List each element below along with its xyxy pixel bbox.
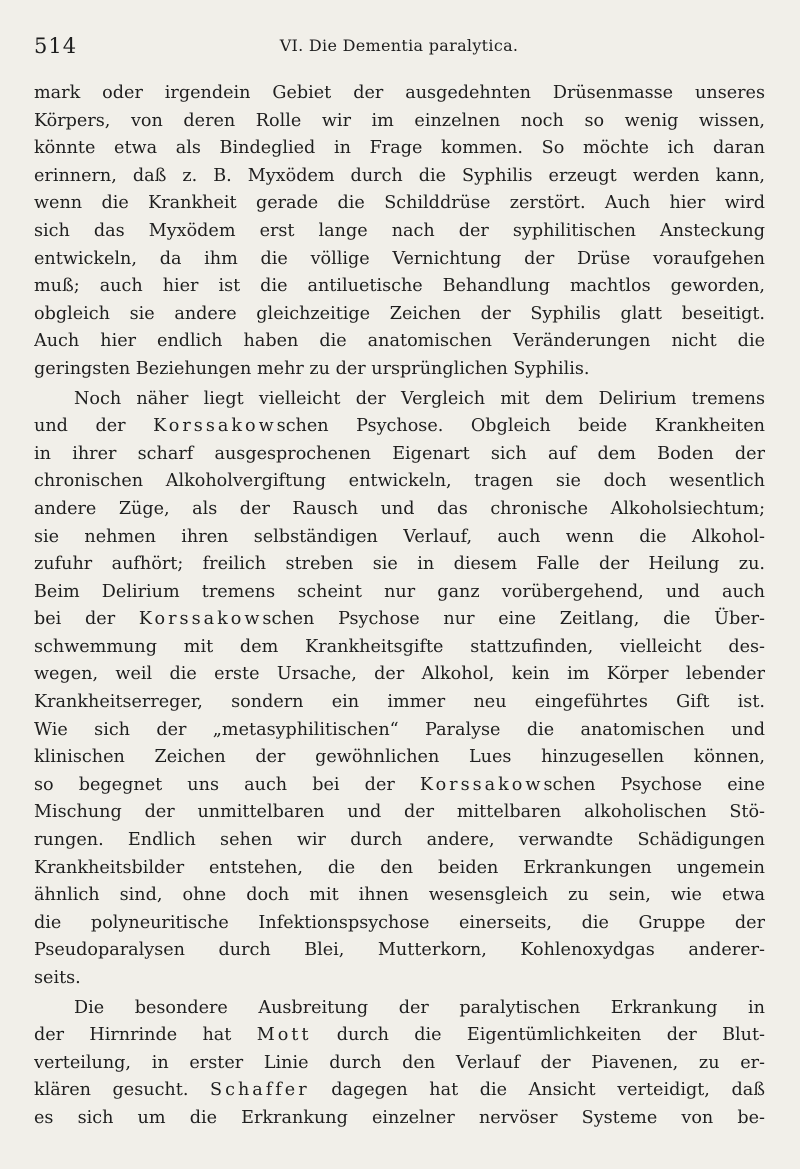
text-segment: bei der xyxy=(34,609,139,630)
text-line: Die besondere Ausbreitung der paralytischen Erkrankung in xyxy=(74,997,765,1018)
text-line: klinischen Zeichen der gewöhnlichen Lues hinzugesellen können, xyxy=(34,747,765,768)
text-segment: so begegnet uns auch bei der xyxy=(34,774,420,795)
body-text xyxy=(34,80,765,1133)
text-line: Krankheitserreger, sondern ein immer neu eingeführtes Gift ist. xyxy=(34,692,765,713)
text-line xyxy=(34,772,765,800)
text-line: sich das Myxödem erst lange nach der syphilitischen Ansteckung xyxy=(34,220,765,241)
text-line: zufuhr aufhört; freilich streben sie in diesem Falle der Heilung zu. xyxy=(34,554,765,575)
text-line xyxy=(34,1077,765,1105)
text-segment: durch die Eigentümlichkeiten der Blut- xyxy=(311,1025,765,1046)
text-segment: der Hirnrinde hat xyxy=(34,1025,257,1046)
text-line: chronischen Alkoholvergiftung entwickeln, tragen sie doch wesentlich xyxy=(34,471,765,492)
text-line xyxy=(34,606,765,634)
text-line: Auch hier endlich haben die anatomischen Veränderungen nicht die xyxy=(34,331,765,352)
author-name: Korssakow xyxy=(138,609,263,630)
text-line: Pseudoparalysen durch Blei, Mutterkorn, Kohlenoxydgas anderer- xyxy=(34,940,765,961)
text-line: ähnlich sind, ohne doch mit ihnen wesensgleich zu sein, wie etwa xyxy=(34,885,765,906)
text-line: geringsten Beziehungen mehr zu der ursprünglichen Syphilis. xyxy=(34,358,590,379)
text-line: Mischung der unmittelbaren und der mittelbaren alkoholischen Stö- xyxy=(34,802,765,823)
text-line: sie nehmen ihren selbständigen Verlauf, auch wenn die Alkohol- xyxy=(34,526,765,547)
text-segment: schen Psychose eine xyxy=(543,774,765,795)
text-segment: dagegen hat die Ansicht verteidigt, daß xyxy=(309,1080,765,1101)
text-line: muß; auch hier ist die antiluetische Behandlung machtlos geworden, xyxy=(34,276,765,297)
text-line: schwemmung mit dem Krankheitsgifte stattzufinden, vielleicht des- xyxy=(34,636,765,657)
page-header xyxy=(34,34,764,64)
author-name: Korssakow xyxy=(153,416,277,437)
text-segment: und der xyxy=(34,416,154,437)
text-line: wegen, weil die erste Ursache, der Alkohol, kein im Körper lebender xyxy=(34,664,765,685)
text-line: entwickeln, da ihm die völlige Vernichtung der Drüse voraufgehen xyxy=(34,248,765,269)
text-line: Körpers, von deren Rolle wir im einzelnen noch so wenig wissen, xyxy=(34,110,765,131)
page-number: 514 xyxy=(34,34,78,58)
text-line: könnte etwa als Bindeglied in Frage kommen. So möchte ich daran xyxy=(34,138,765,159)
text-line: wenn die Krankheit gerade die Schilddrüse zerstört. Auch hier wird xyxy=(34,193,765,214)
text-line: es sich um die Erkrankung einzelner nervöser Systeme von be- xyxy=(34,1107,765,1128)
text-line: Krankheitsbilder entstehen, die den beiden Erkrankungen ungemein xyxy=(34,857,765,878)
text-line: die polyneuritische Infektionspsychose einerseits, die Gruppe der xyxy=(34,912,765,933)
text-segment: klären gesucht. xyxy=(34,1080,211,1101)
running-head: VI. Die Dementia paralytica. xyxy=(279,36,519,55)
text-line: Beim Delirium tremens scheint nur ganz vorübergehend, und auch xyxy=(34,581,765,602)
author-name: Korssakow xyxy=(419,774,544,795)
text-line: Wie sich der „metasyphilitischen“ Paralyse die anatomischen und xyxy=(34,719,765,740)
author-name: Mott xyxy=(256,1025,312,1046)
text-line: andere Züge, als der Rausch und das chronische Alkoholsiechtum; xyxy=(34,498,765,519)
text-segment: schen Psychose nur eine Zeitlang, die Über- xyxy=(262,609,765,630)
text-line: obgleich sie andere gleichzeitige Zeichen der Syphilis glatt beseitigt. xyxy=(34,303,765,324)
text-line: seits. xyxy=(34,968,81,988)
text-line: mark oder irgendein Gebiet der ausgedehnten Drüsenmasse unseres xyxy=(34,83,765,103)
text-segment: schen Psychose. Obgleich beide Krankheiten xyxy=(276,416,765,437)
text-line: in ihrer scharf ausgesprochenen Eigenart sich auf dem Boden der xyxy=(34,443,765,464)
text-line xyxy=(34,1022,765,1050)
author-name: Schaffer xyxy=(210,1080,310,1101)
text-line: verteilung, in erster Linie durch den Verlauf der Piavenen, zu er- xyxy=(34,1052,765,1073)
text-line xyxy=(34,413,765,441)
text-line: Noch näher liegt vielleicht der Vergleich mit dem Delirium tremens xyxy=(74,388,765,409)
text-line: rungen. Endlich sehen wir durch andere, verwandte Schädigungen xyxy=(34,830,765,851)
text-line: erinnern, daß z. B. Myxödem durch die Syphilis erzeugt werden kann, xyxy=(34,165,765,186)
